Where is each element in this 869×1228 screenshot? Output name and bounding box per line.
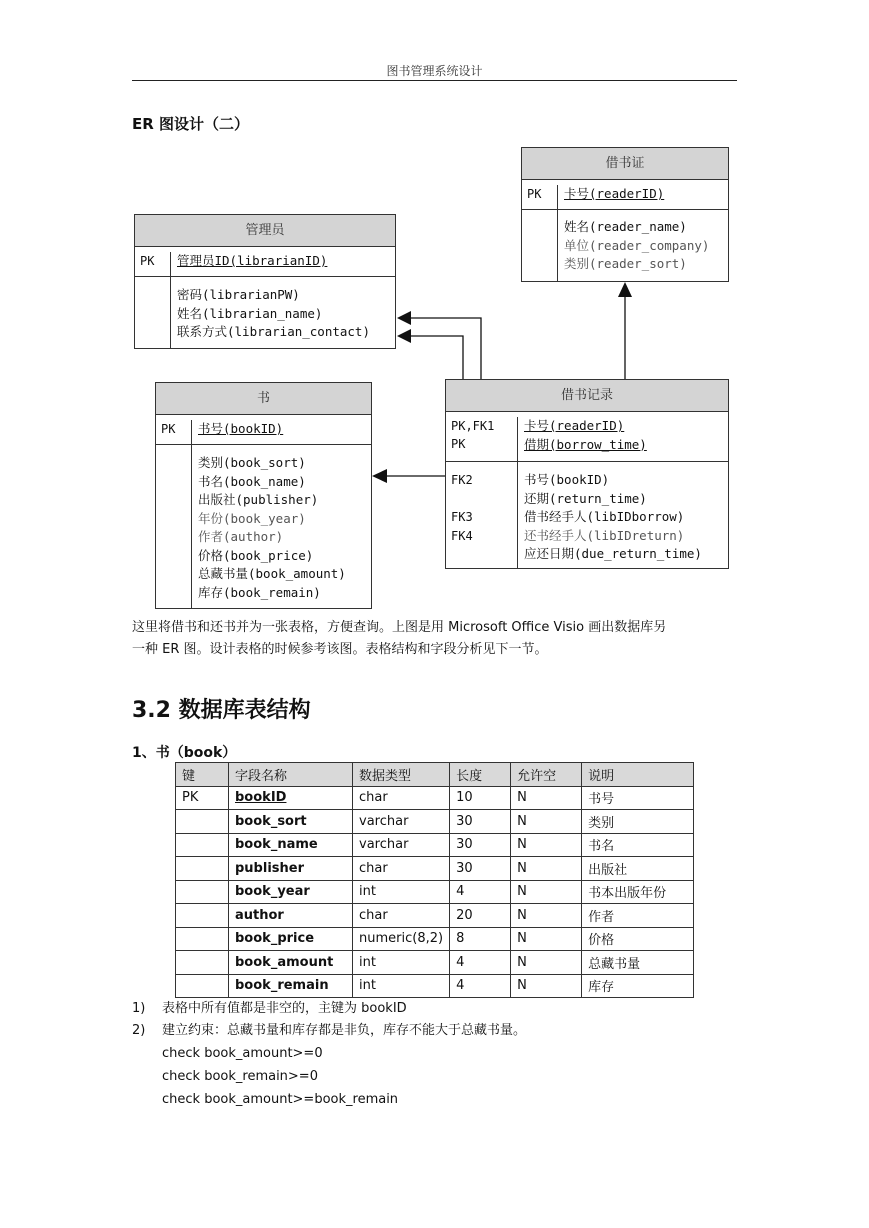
cell-description: 价格 [582,927,694,951]
table-row [176,786,694,810]
cell-description: 总藏书量 [582,951,694,975]
table-row [176,810,694,834]
cell-data-type: int [353,974,450,998]
cell-data-type: char [353,857,450,881]
cell-nullable: N [511,833,582,857]
table-row [176,904,694,928]
table-header-row [176,763,694,787]
cell-length: 8 [450,927,511,951]
note-number: 1) [132,1001,146,1016]
entity-library-card [521,147,729,282]
cell-field-name: book_amount [229,951,353,975]
field-lib-id-return: 还书经手人(libIDreturn) [524,527,685,543]
entity-title: 管理员 [135,215,395,247]
arrow-head-librarian-2 [397,329,411,343]
cell-key [176,927,229,951]
entity-librarian [134,214,396,349]
fk-key: FK4 [451,528,473,543]
cell-field-name: book_sort [229,810,353,834]
field-return-time: 还期(return_time) [524,490,647,506]
cell-description: 库存 [582,974,694,998]
field-librarian-name: 姓名(librarian_name) [177,305,323,321]
note-text: 表格中所有值都是非空的，主键为 bookID [162,1001,407,1016]
col-header-field-name: 字段名称 [229,763,353,787]
cell-key [176,951,229,975]
field-reader-name: 姓名(reader_name) [564,219,687,234]
entity-borrow-record [445,379,729,569]
pk-key: PK,FK1 [451,419,495,433]
table-row [176,927,694,951]
field-reader-company: 单位(reader_company) [564,237,710,253]
cell-data-type: int [353,880,450,904]
field-reader-sort: 类别(reader_sort) [564,256,687,271]
section-title: ER 图设计（二） [132,115,250,133]
cell-data-type: numeric(8,2) [353,927,450,951]
cell-key [176,857,229,881]
field-book-remain: 库存(book_remain) [198,584,321,600]
col-header-data-type: 数据类型 [353,763,450,787]
entity-title: 借书记录 [446,380,728,412]
cell-field-name: book_name [229,833,353,857]
entity-book [155,382,372,609]
cell-key [176,810,229,834]
cell-description: 书名 [582,833,694,857]
field-book-amount: 总藏书量(book_amount) [198,566,346,581]
field-book-id: 书号(bookID) [524,472,610,487]
section-heading: 3.2 数据库表结构 [132,698,311,723]
pk-field: 管理员ID(librarianID) [177,253,328,268]
connector-librarian-1 [408,318,481,380]
pk-key: PK [522,185,558,209]
entity-title: 书 [156,383,371,415]
cell-key [176,974,229,998]
field-publisher: 出版社(publisher) [198,492,319,507]
cell-nullable: N [511,857,582,881]
cell-nullable: N [511,927,582,951]
page-header: 图书管理系统设计 [386,64,483,78]
cell-data-type: varchar [353,833,450,857]
field-author: 作者(author) [198,529,284,544]
pk-field: 卡号(readerID) [564,186,665,201]
cell-nullable: N [511,974,582,998]
paragraph-line-1: 这里将借书和还书并为一张表格，方便查询。上图是用 Microsoft Office Visio 画出数据库另 [132,620,667,635]
col-header-description: 说明 [582,763,694,787]
cell-length: 30 [450,810,511,834]
field-book-sort: 类别(book_sort) [198,455,306,470]
field-lib-id-borrow: 借书经手人(libIDborrow) [524,509,685,524]
cell-description: 出版社 [582,857,694,881]
cell-data-type: varchar [353,810,450,834]
cell-field-name: book_year [229,880,353,904]
pk-key: PK [135,252,171,276]
book-table [175,762,694,998]
col-header-length: 长度 [450,763,511,787]
field-book-price: 价格(book_price) [198,547,314,563]
cell-length: 10 [450,786,511,810]
cell-nullable: N [511,880,582,904]
table-row [176,880,694,904]
table-row [176,833,694,857]
note-number: 2) [132,1023,146,1038]
cell-data-type: char [353,786,450,810]
table-row [176,974,694,998]
fk-key: FK3 [451,510,473,524]
cell-field-name: bookID [229,786,353,810]
entity-title: 借书证 [522,148,728,180]
cell-length: 30 [450,857,511,881]
cell-description: 书号 [582,786,694,810]
paragraph-line-2: 一种 ER 图。设计表格的时候参考该图。表格结构和字段分析见下一节。 [132,642,548,657]
field-librarian-contact: 联系方式(librarian_contact) [177,324,370,339]
cell-nullable: N [511,904,582,928]
arrow-head-reader [618,282,632,297]
cell-field-name: author [229,904,353,928]
cell-field-name: book_price [229,927,353,951]
cell-key: PK [176,786,229,810]
cell-key [176,880,229,904]
table-row [176,857,694,881]
field-librarian-pw: 密码(librarianPW) [177,287,300,302]
cell-length: 4 [450,951,511,975]
cell-key [176,833,229,857]
col-header-key: 键 [176,763,229,787]
pk-field: 卡号(readerID) [524,418,625,433]
cell-description: 书本出版年份 [582,880,694,904]
fk-key [451,490,517,509]
constraint-line: check book_amount>=book_remain [162,1092,399,1107]
cell-nullable: N [511,951,582,975]
connector-librarian-2 [408,336,463,380]
cell-key [176,904,229,928]
field-book-year: 年份(book_year) [198,510,306,526]
cell-field-name: book_remain [229,974,353,998]
cell-data-type: char [353,904,450,928]
field-book-name: 书名(book_name) [198,473,306,489]
cell-length: 4 [450,974,511,998]
arrow-head-book [372,469,387,483]
note-text: 建立约束：总藏书量和库存都是非负，库存不能大于总藏书量。 [162,1023,527,1038]
pk-key: PK [156,420,192,444]
pk-key: PK [451,437,466,451]
table-row [176,951,694,975]
cell-data-type: int [353,951,450,975]
cell-length: 20 [450,904,511,928]
field-due-return-time: 应还日期(due_return_time) [524,546,702,561]
cell-description: 类别 [582,810,694,834]
col-header-nullable: 允许空 [511,763,582,787]
constraint-line: check book_remain>=0 [162,1069,318,1084]
arrow-head-librarian-1 [397,311,411,325]
cell-nullable: N [511,810,582,834]
fk-key: FK2 [451,473,473,487]
cell-length: 30 [450,833,511,857]
cell-description: 作者 [582,904,694,928]
pk-field: 书号(bookID) [198,421,284,436]
constraint-line: check book_amount>=0 [162,1046,323,1061]
cell-length: 4 [450,880,511,904]
table-heading: 1、书（book） [132,745,237,761]
cell-field-name: publisher [229,857,353,881]
cell-nullable: N [511,786,582,810]
pk-field: 借期(borrow_time) [524,436,647,452]
